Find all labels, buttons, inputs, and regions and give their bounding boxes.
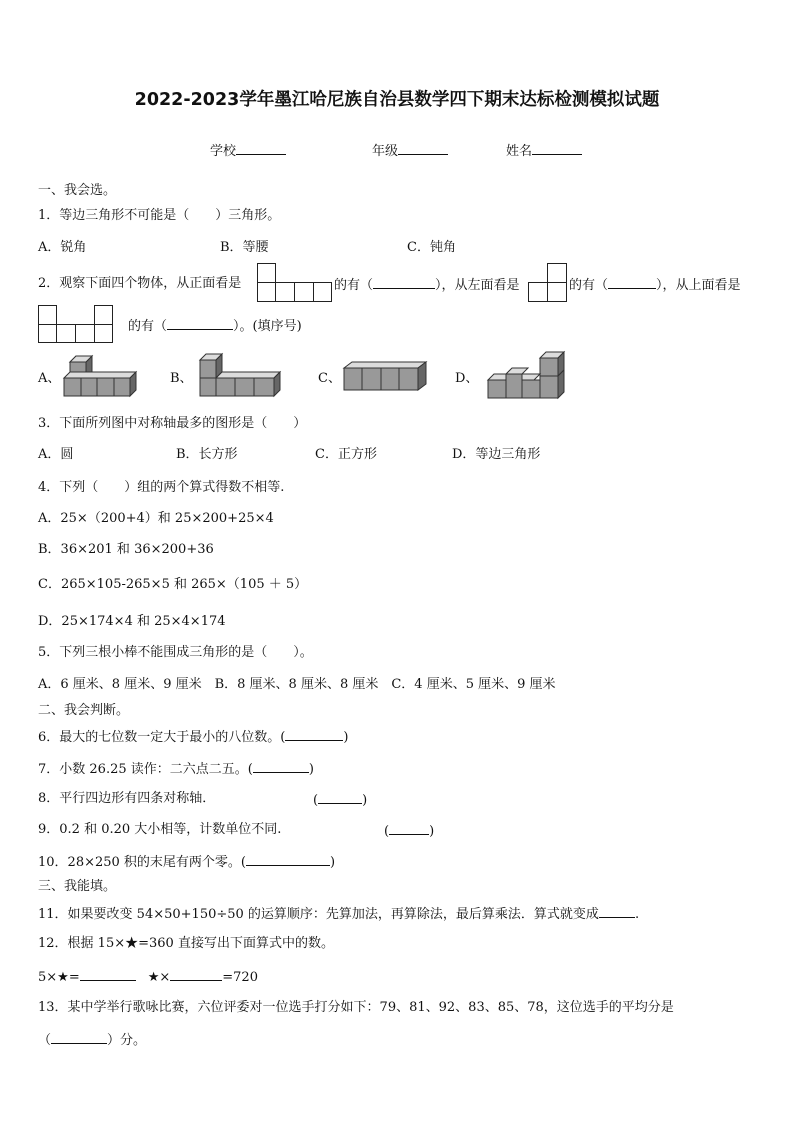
question-2-part4: 的有（ ）。(填序号) [128, 319, 302, 334]
q4-option-d[interactable]: D．25×174×4 和 25×4×174 [38, 614, 226, 629]
q12-answer-blank-1[interactable] [80, 968, 136, 981]
name-field [506, 142, 582, 160]
question-10: 10．28×250 积的末尾有两个零。( ) [38, 855, 336, 870]
school-label: 学校 [210, 144, 237, 159]
q1-option-c[interactable]: C．钝角 [407, 240, 456, 255]
q3-option-d[interactable]: D．等边三角形 [452, 447, 541, 462]
q8-answer: ( ) [313, 793, 368, 808]
grade-label: 年级 [372, 144, 399, 159]
q3-option-a[interactable]: A．圆 [38, 447, 74, 462]
q4-option-c[interactable]: C．265×105-265×5 和 265×（105 ＋ 5） [38, 577, 308, 592]
q9-answer-blank[interactable] [389, 822, 429, 835]
q12-expressions: 5×★= ★× =720 [38, 970, 258, 985]
question-9: 9．0.2 和 0.20 大小相等，计数单位不同. [38, 822, 282, 837]
q4-option-a[interactable]: A．25×（200+4）和 25×200+25×4 [38, 511, 274, 526]
question-3: 3．下面所列图中对称轴最多的图形是（ ） [38, 416, 307, 431]
question-2-part1: 2．观察下面四个物体，从正面看是 [38, 276, 242, 291]
q5-options[interactable]: A．6 厘米、8 厘米、9 厘米 B．8 厘米、8 厘米、8 厘米 C．4 厘米、5 厘米、9 厘米 [38, 677, 556, 692]
page-title: 2022-2023学年墨江哈尼族自治县数学四下期末达标检测模拟试题 [134, 90, 660, 110]
name-blank[interactable] [532, 142, 582, 155]
answer-blank-top[interactable] [167, 317, 233, 330]
q12-answer-blank-2[interactable] [170, 968, 222, 981]
question-8: 8．平行四边形有四条对称轴． [38, 791, 216, 806]
q9-answer: ( ) [384, 824, 435, 839]
question-6: 6．最大的七位数一定大于最小的八位数。( ) [38, 730, 349, 745]
q10-answer-blank[interactable] [246, 853, 330, 866]
q3-option-b[interactable]: B．长方形 [176, 447, 238, 462]
q2-option-a[interactable]: A、 [38, 371, 61, 386]
cube-figure-a [60, 354, 144, 402]
answer-blank-left[interactable] [608, 276, 656, 289]
question-2-part3: 的有（ ），从上面看是 [569, 278, 741, 293]
q13-answer-blank[interactable] [51, 1031, 107, 1044]
q6-answer-blank[interactable] [285, 728, 343, 741]
front-view-figure [257, 263, 332, 302]
cube-figure-c [340, 360, 430, 396]
question-4: 4．下列（ ）组的两个算式得数不相等. [38, 480, 285, 495]
section-heading-judge: 二、我会判断。 [38, 703, 130, 718]
question-1: 1．等边三角形不可能是（ ）三角形。 [38, 208, 281, 223]
section-heading-fill: 三、我能填。 [38, 879, 117, 894]
question-12: 12．根据 15×★=360 直接写出下面算式中的数。 [38, 936, 334, 951]
q13-answer: （ ）分。 [38, 1033, 147, 1048]
q1-option-b[interactable]: B．等腰 [220, 240, 269, 255]
q2-option-c[interactable]: C、 [318, 371, 341, 386]
name-label: 姓名 [506, 144, 533, 159]
q1-option-a[interactable]: A．锐角 [38, 240, 87, 255]
school-field [210, 142, 286, 160]
question-7: 7．小数 26.25 读作：二六点二五。( ) [38, 762, 314, 777]
question-13: 13．某中学举行歌咏比赛，六位评委对一位选手打分如下：79、81、92、83、85、78，这位选手的平均分是 [38, 1000, 674, 1015]
section-heading-choose: 一、我会选。 [38, 183, 117, 198]
cube-figure-b [196, 352, 286, 400]
q2-option-b[interactable]: B、 [170, 371, 193, 386]
q2-option-d[interactable]: D、 [455, 371, 479, 386]
top-view-figure [38, 305, 113, 343]
grade-blank[interactable] [398, 142, 448, 155]
question-11: 11．如果要改变 54×50+150÷50 的运算顺序：先算加法，再算除法，最后算乘法．算式就变成 . [38, 907, 640, 922]
q4-option-b[interactable]: B．36×201 和 36×200+36 [38, 542, 214, 557]
answer-blank-front[interactable] [373, 276, 435, 289]
question-5: 5．下列三根小棒不能围成三角形的是（ ）。 [38, 645, 313, 660]
left-view-figure [528, 263, 567, 302]
cube-figure-d [484, 350, 574, 402]
question-2-part2: 的有（ ），从左面看是 [334, 278, 520, 293]
q8-answer-blank[interactable] [318, 791, 362, 804]
q3-option-c[interactable]: C．正方形 [315, 447, 377, 462]
q7-answer-blank[interactable] [253, 760, 309, 773]
school-blank[interactable] [236, 142, 286, 155]
grade-field [372, 142, 448, 160]
q11-answer-blank[interactable] [599, 905, 635, 918]
